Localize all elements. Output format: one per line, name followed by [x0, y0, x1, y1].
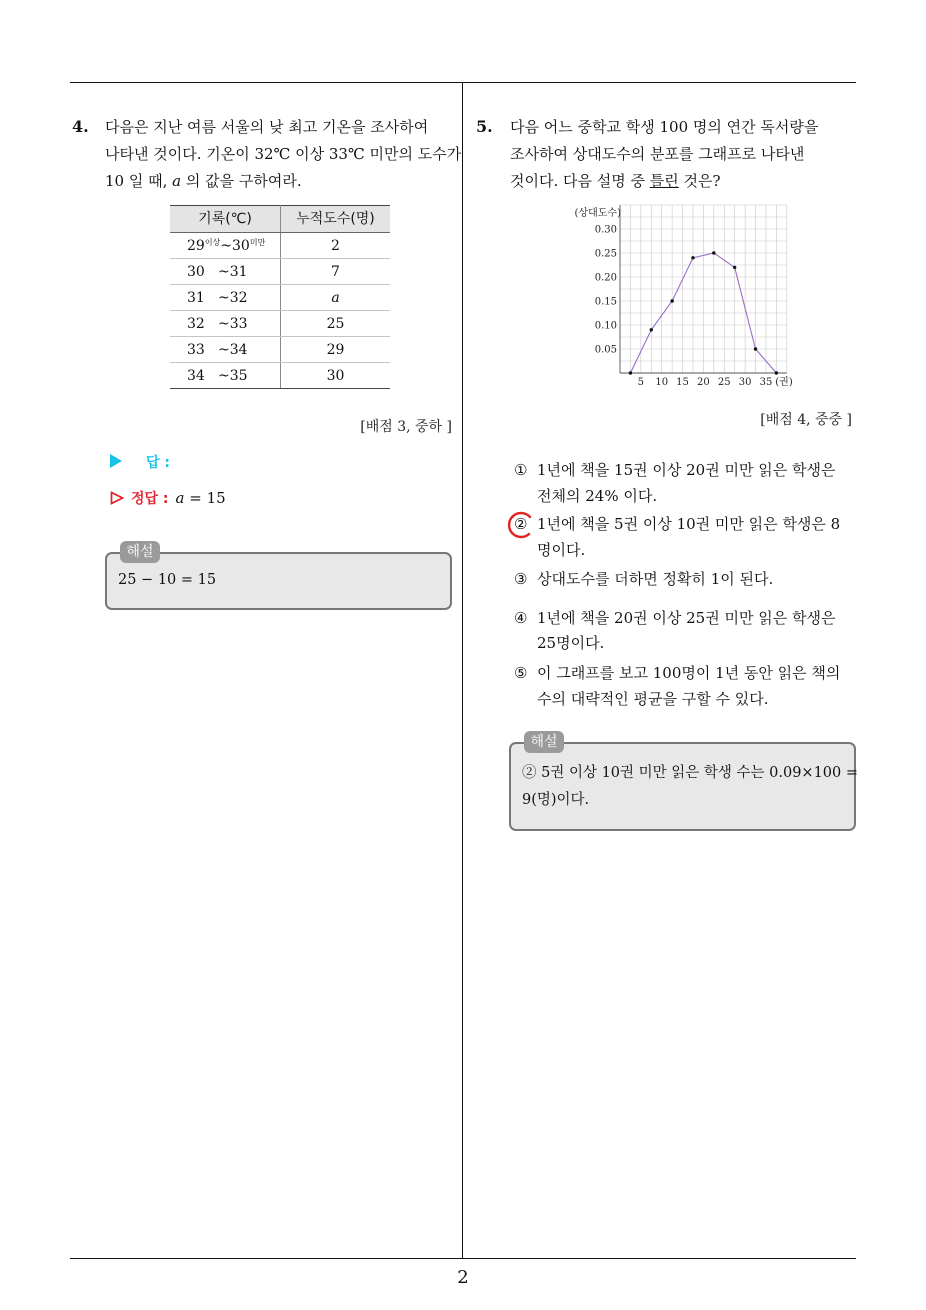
explanation-tab: 해설 — [524, 731, 564, 753]
problem-5-line-1: 다음 어느 중학교 학생 100 명의 연간 독서량을 — [510, 118, 819, 136]
range-end-value: ~34 — [218, 341, 248, 358]
range-start-value: 34 — [187, 367, 205, 384]
table-row — [170, 363, 390, 389]
range-cell — [170, 259, 281, 285]
y-tick-label: 0.15 — [594, 296, 617, 308]
option-text: 25명이다. — [537, 634, 605, 652]
math-variable: a — [172, 172, 182, 190]
data-point — [712, 251, 715, 254]
math-variable: a — [175, 489, 185, 507]
option-text: 1년에 책을 15권 이상 20권 미만 읽은 학생은 — [537, 461, 836, 479]
range-start-value: 32 — [187, 315, 205, 332]
table-row — [170, 233, 390, 259]
outline-triangle-icon — [110, 491, 124, 505]
y-tick-label: 0.20 — [594, 272, 617, 284]
problem-5-line-3 — [510, 171, 721, 191]
data-point — [691, 256, 694, 259]
x-axis-unit-label: (권) — [775, 377, 793, 388]
data-point — [650, 328, 653, 331]
frequency-table — [170, 205, 390, 389]
range-cell — [170, 285, 281, 311]
table-row — [170, 311, 390, 337]
range-end-value: ~35 — [218, 367, 248, 384]
x-tick-label: 35 — [759, 377, 773, 388]
column-divider — [462, 82, 463, 1258]
x-tick-label: 5 — [637, 377, 645, 388]
problem-4-line-1: 다음은 지난 여름 서울의 낮 최고 기온을 조사하여 — [105, 118, 429, 136]
bottom-rule — [70, 1258, 856, 1259]
cumulative-frequency-cell: 25 — [281, 311, 391, 337]
problem-4-number: 4. — [72, 117, 89, 136]
cumulative-frequency-cell: 29 — [281, 337, 391, 363]
score-label: [배점 3, 중하 ] — [360, 419, 452, 435]
problem-4-line-3 — [105, 171, 302, 191]
option-text: 명이다. — [537, 541, 586, 559]
option-text: 상대도수를 더하면 정확히 1이 된다. — [537, 570, 774, 588]
option-marker: ① — [514, 461, 528, 479]
data-point — [629, 371, 632, 374]
range-start-value: 33 — [187, 341, 205, 358]
y-tick-label: 0.30 — [594, 224, 617, 236]
explanation-text: 25 − 10 = 15 — [118, 572, 217, 588]
table-header-row — [170, 206, 390, 233]
data-point — [754, 347, 757, 350]
range-end-value: ~33 — [218, 315, 248, 332]
cumulative-frequency-cell: a — [281, 285, 391, 311]
range-end-value: ~31 — [218, 263, 248, 280]
answer-row — [110, 452, 170, 472]
problem-text: 의 값을 구하여라. — [181, 172, 302, 190]
y-tick-label: 0.05 — [594, 344, 617, 356]
problem-text: 것이다. 다음 설명 중 — [510, 172, 650, 190]
option-text: 전체의 24% 이다. — [537, 487, 658, 505]
top-rule — [70, 82, 856, 83]
range-end-qualifier: 미만 — [249, 237, 266, 247]
option-text: 1년에 책을 5권 이상 10권 미만 읽은 학생은 8 — [537, 515, 841, 533]
emphasis-underlined: 틀린 — [649, 172, 679, 190]
chart-marks — [595, 205, 787, 388]
table-row — [170, 285, 390, 311]
table-row — [170, 259, 390, 285]
option-text: 이 그래프를 보고 100명이 1년 동안 읽은 책의 — [537, 664, 841, 682]
cumulative-frequency-cell: 2 — [281, 233, 391, 259]
x-tick-label: 25 — [717, 377, 731, 388]
option-marker: ⑤ — [514, 664, 528, 682]
x-tick-label: 15 — [676, 377, 689, 388]
correct-answer-label: 정답 : — [131, 491, 169, 507]
problem-5-number: 5. — [476, 117, 493, 136]
explanation-box — [509, 742, 859, 831]
answer-mark-circle — [505, 510, 539, 542]
column-header-record: 기록(℃) — [170, 206, 281, 233]
option-text: 1년에 책을 20권 이상 25권 미만 읽은 학생은 — [537, 609, 836, 627]
explanation-tab: 해설 — [120, 541, 160, 563]
problem-text: 10 일 때, — [105, 172, 173, 190]
relative-frequency-chart — [560, 195, 800, 395]
range-start-value: 29 — [187, 237, 205, 254]
x-tick-label: 30 — [738, 377, 752, 388]
y-axis-label: (상대도수) — [574, 208, 621, 219]
data-point — [733, 266, 736, 269]
score-label: [배점 4, 중중 ] — [760, 412, 852, 428]
range-end-value: ~30 — [220, 237, 250, 254]
answer-label: 답 : — [146, 455, 170, 471]
option-marker: ③ — [514, 570, 528, 588]
x-tick-label: 20 — [697, 377, 710, 388]
answer-expression: = 15 — [184, 489, 226, 507]
option-text: 수의 대략적인 평균을 구할 수 있다. — [537, 690, 769, 708]
range-cell — [170, 337, 281, 363]
y-tick-label: 0.25 — [594, 248, 617, 260]
table-row — [170, 337, 390, 363]
page-number: 2 — [457, 1267, 469, 1288]
range-start-value: 30 — [187, 263, 205, 280]
problem-5-line-2: 조사하여 상대도수의 분포를 그래프로 나타낸 — [510, 145, 805, 163]
y-tick-label: 0.10 — [594, 320, 617, 332]
range-start-value: 31 — [187, 289, 205, 306]
range-cell — [170, 311, 281, 337]
problem-4-line-2: 나타낸 것이다. 기온이 32℃ 이상 33℃ 미만의 도수가 — [105, 145, 462, 163]
range-start-qualifier: 이상 — [204, 237, 221, 247]
cumulative-frequency-cell: 30 — [281, 363, 391, 389]
column-header-cumulative: 누적도수(명) — [281, 206, 391, 233]
range-cell — [170, 233, 281, 259]
cumulative-frequency-cell: 7 — [281, 259, 391, 285]
data-point — [670, 299, 673, 302]
correct-answer-value — [176, 489, 226, 507]
range-end-value: ~32 — [218, 289, 248, 306]
range-cell — [170, 363, 281, 389]
explanation-text: ② 5권 이상 10권 미만 읽은 학생 수는 0.09×100 = — [522, 765, 859, 781]
range-start — [187, 238, 220, 254]
problem-text: 것은? — [678, 172, 721, 190]
option-marker: ② — [514, 515, 528, 533]
correct-answer-row — [110, 488, 226, 508]
option-marker: ④ — [514, 609, 528, 627]
x-tick-label: 10 — [655, 377, 669, 388]
solid-triangle-icon — [110, 454, 122, 468]
explanation-text: 9(명)이다. — [522, 792, 590, 808]
data-point — [775, 371, 778, 374]
